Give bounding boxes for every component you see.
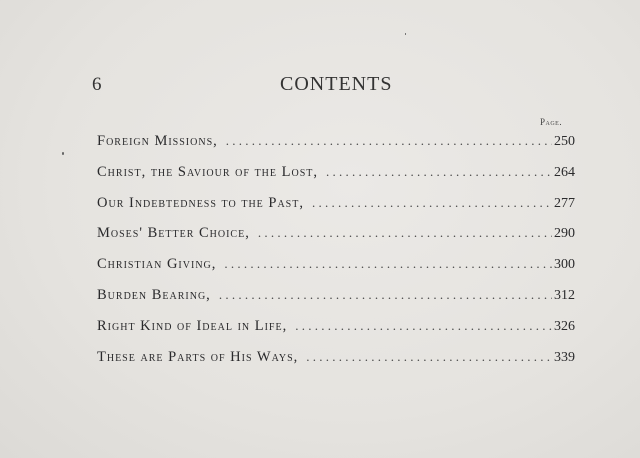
toc-entry-title: Burden Bearing, bbox=[97, 286, 211, 303]
toc-entry bbox=[97, 349, 575, 380]
toc-entry-title: Foreign Missions, bbox=[97, 133, 218, 149]
paper-speck bbox=[62, 152, 64, 155]
toc-entry-page: 290 bbox=[554, 226, 575, 242]
dot-leader bbox=[312, 195, 552, 211]
toc-entry-page: 250 bbox=[554, 134, 575, 149]
toc-entry-page: 312 bbox=[554, 287, 575, 303]
toc-entry-title: These are Parts of His Ways, bbox=[97, 348, 299, 365]
toc-entry-title: Moses' Better Choice, bbox=[97, 225, 250, 242]
page-title: CONTENTS bbox=[280, 73, 393, 95]
table-of-contents bbox=[97, 133, 575, 379]
toc-entry-page: 300 bbox=[554, 257, 575, 273]
toc-entry bbox=[97, 256, 575, 287]
dot-leader bbox=[295, 318, 552, 334]
page-number: 6 bbox=[92, 74, 102, 95]
paper-speck bbox=[405, 33, 406, 35]
toc-entry-page: 326 bbox=[554, 318, 575, 334]
dot-leader bbox=[219, 287, 552, 303]
dot-leader bbox=[226, 133, 552, 149]
toc-entry-title: Right Kind of Ideal in Life, bbox=[97, 317, 288, 334]
toc-entry-title: Christian Giving, bbox=[97, 256, 217, 273]
toc-entry-title: Christ, the Saviour of the Lost, bbox=[97, 163, 319, 180]
toc-entry-title: Our Indebtedness to the Past, bbox=[97, 194, 304, 211]
dot-leader bbox=[224, 256, 552, 272]
dot-leader bbox=[306, 349, 552, 365]
page-column-label: Page. bbox=[540, 117, 563, 127]
toc-entry-page: 277 bbox=[554, 195, 575, 211]
toc-entry bbox=[97, 287, 575, 318]
toc-entry-page: 339 bbox=[554, 349, 575, 365]
toc-entry bbox=[97, 195, 575, 226]
toc-entry-page: 264 bbox=[554, 164, 575, 180]
toc-entry bbox=[97, 318, 575, 349]
toc-entry bbox=[97, 225, 575, 256]
toc-entry bbox=[97, 164, 575, 195]
toc-entry bbox=[97, 133, 575, 164]
dot-leader bbox=[258, 225, 552, 241]
dot-leader bbox=[326, 164, 552, 180]
